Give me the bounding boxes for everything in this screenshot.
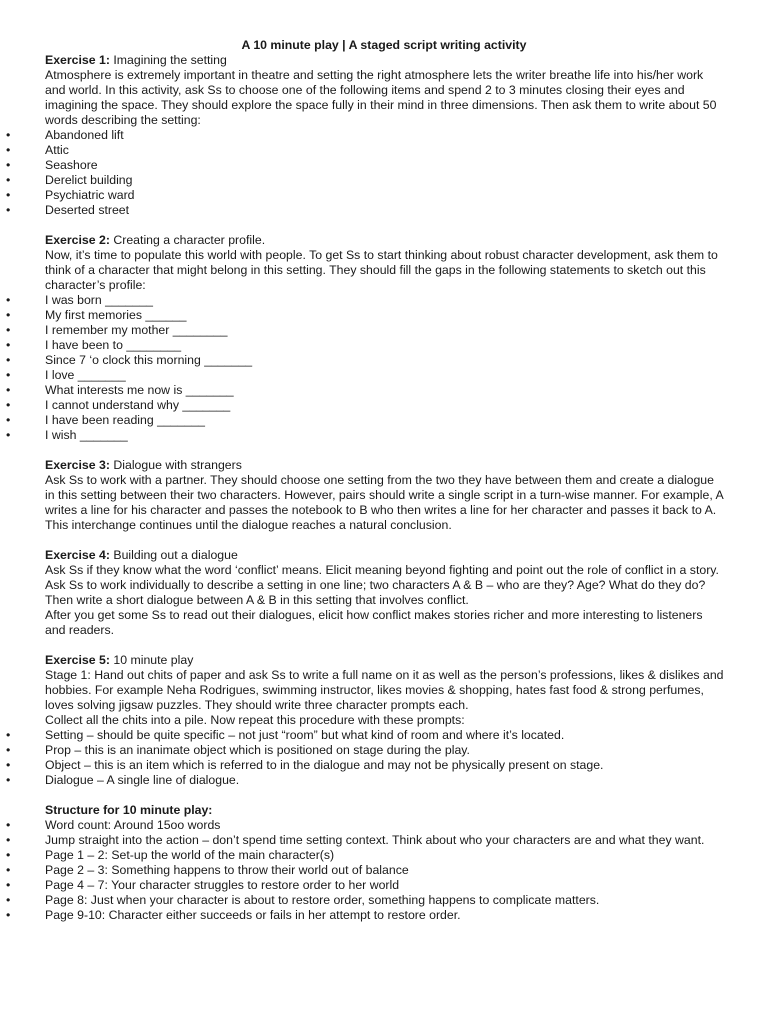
exercise-3-label: Exercise 3: [45,458,110,472]
list-item: • I wish _______ [6,428,128,442]
list-item: • Object – this is an item which is referred to in the dialogue and may not be physically present on stage. [6,758,604,772]
bullet-icon: • [6,428,11,442]
list-item: • Setting – should be quite specific – not just “room” but what kind of room and where it’s located. [6,728,565,742]
list-item: • I love _______ [6,368,126,382]
exercise-4-name: Building out a dialogue [109,548,238,562]
exercise-1-body: Atmosphere is extremely important in theatre and setting the right atmosphere lets the writer breathe life into his/her work and world. In this activity, ask Ss to choose one of the following items and spend 2 to 3 minutes closing their eyes and imagining the space. They should explore the space fully in their mind in three dimensions. Then ask them to write about 50 words describing the setting: [45,68,717,127]
list-item: • Page 4 – 7: Your character struggles to restore order to her world [6,878,400,892]
list-item: • Page 2 – 3: Something happens to throw their world out of balance [6,863,409,877]
list-item: • My first memories ______ [6,308,187,322]
bullet-icon: • [6,863,11,877]
bullet-icon: • [6,413,11,427]
list-item: • I have been reading _______ [6,413,205,427]
document-page [0,38,768,923]
exercise-4-body: Ask Ss if they know what the word ‘conflict’ means. Elicit meaning beyond fighting and point out the role of conflict in a story. Ask Ss to work individually to describe a setting in one line; two characters A & B – who are they? Age? What do they do? Then write a short dialogue between A & B in this setting that involves conflict. [45,563,719,607]
bullet-icon: • [6,893,11,907]
list-item: • Attic [6,143,69,157]
exercise-5-name: 10 minute play [109,653,194,667]
list-item: • Psychiatric ward [6,188,135,202]
bullet-icon: • [6,848,11,862]
list-item: • Page 9-10: Character either succeeds or fails in her attempt to restore order. [6,908,461,922]
bullet-icon: • [6,908,11,922]
structure-heading: Structure for 10 minute play: [45,803,213,817]
bullet-icon: • [6,128,11,142]
list-item: • Since 7 ‘o clock this morning _______ [6,353,253,367]
bullet-icon: • [6,758,11,772]
exercise-5-label: Exercise 5: [45,653,110,667]
list-item: • Derelict building [6,173,133,187]
exercise-1-name: Imagining the setting [109,53,227,67]
list-item: • Seashore [6,158,98,172]
exercise-2-list [0,293,768,443]
document-title: A 10 minute play | A staged script writing activity [241,38,527,52]
bullet-icon: • [6,833,11,847]
structure-list [0,818,768,923]
list-item: • I cannot understand why _______ [6,398,231,412]
exercise-3-heading [45,458,768,473]
list-item: • Dialogue – A single line of dialogue. [6,773,240,787]
bullet-icon: • [6,203,11,217]
list-item: • Deserted street [6,203,130,217]
bullet-icon: • [6,728,11,742]
bullet-icon: • [6,188,11,202]
list-item: • I was born _______ [6,293,154,307]
exercise-2-body: Now, it’s time to populate this world with people. To get Ss to start thinking about robust character development, ask them to think of a character that might belong in this setting. They should fill the gaps in the following statements to sketch out this character’s profile: [45,248,718,292]
bullet-icon: • [6,353,11,367]
bullet-icon: • [6,743,11,757]
exercise-1-list [0,128,768,218]
bullet-icon: • [6,158,11,172]
bullet-icon: • [6,773,11,787]
bullet-icon: • [6,143,11,157]
exercise-1-label: Exercise 1: [45,53,110,67]
exercise-3-name: Dialogue with strangers [109,458,242,472]
exercise-3-body: Ask Ss to work with a partner. They should choose one setting from the two they have between them and create a dialogue in this setting between their two characters. However, pairs should write a single script in a turn-wise manner. For example, A writes a line for his character and passes the notebook to B who then writes a line for her character and passes it back to A. This interchange continues until the dialogue reaches a natural conclusion. [45,473,724,532]
exercise-5-heading [45,653,768,668]
list-item: • Jump straight into the action – don’t spend time setting context. Think about who your characters are and what they want. [6,833,705,847]
list-item: • Word count: Around 15oo words [6,818,221,832]
list-item: • I have been to ________ [6,338,182,352]
bullet-icon: • [6,383,11,397]
exercise-5-body-2: Collect all the chits into a pile. Now repeat this procedure with these prompts: [45,713,465,727]
exercise-4-heading [45,548,768,563]
list-item: • Page 1 – 2: Set-up the world of the main character(s) [6,848,335,862]
list-item: • Page 8: Just when your character is about to restore order, something happens to complicate matters. [6,893,600,907]
list-item: • Prop – this is an inanimate object which is positioned on stage during the play. [6,743,470,757]
bullet-icon: • [6,338,11,352]
exercise-2-heading [45,233,768,248]
exercise-2-label: Exercise 2: [45,233,110,247]
exercise-5-list [0,728,768,788]
exercise-2-name: Creating a character profile. [109,233,266,247]
list-item: • I remember my mother ________ [6,323,228,337]
exercise-4-body-2: After you get some Ss to read out their dialogues, elicit how conflict makes stories richer and more interesting to listeners and readers. [45,608,703,637]
bullet-icon: • [6,323,11,337]
bullet-icon: • [6,293,11,307]
exercise-5-body: Stage 1: Hand out chits of paper and ask Ss to write a full name on it as well as the person’s professions, likes & dislikes and hobbies. For example Neha Rodrigues, swimming instructor, likes movies & shopping, hates fast food & strong perfumes, loves solving jigsaw puzzles. They should write three character prompts each. [45,668,724,712]
list-item: • Abandoned lift [6,128,124,142]
bullet-icon: • [6,818,11,832]
bullet-icon: • [6,398,11,412]
bullet-icon: • [6,173,11,187]
bullet-icon: • [6,368,11,382]
exercise-4-label: Exercise 4: [45,548,110,562]
exercise-1-heading [45,53,768,68]
bullet-icon: • [6,878,11,892]
bullet-icon: • [6,308,11,322]
list-item: • What interests me now is _______ [6,383,234,397]
